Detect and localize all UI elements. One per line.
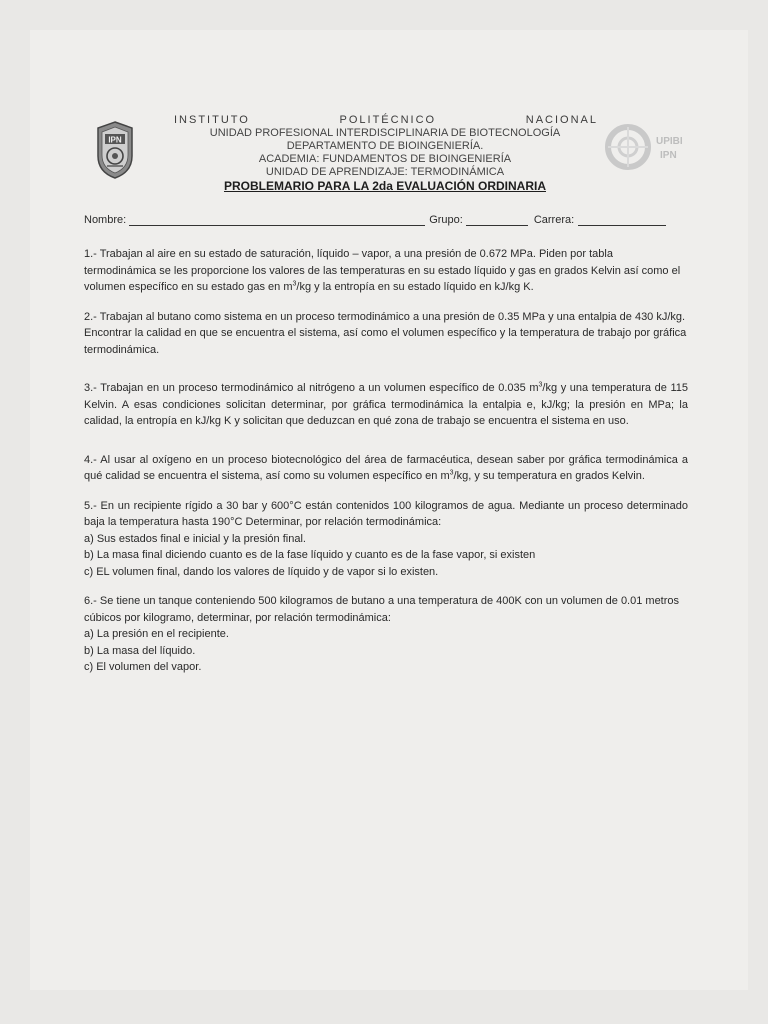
institute-word: POLITÉCNICO bbox=[339, 114, 437, 126]
question-5-option-b: b) La masa final diciendo cuanto es de la fase líquido y cuanto es de la fase vapor, si existen bbox=[84, 549, 536, 561]
question-5-stem: 5.- En un recipiente rígido a 30 bar y 600°C están contenidos 100 kilogramos de agua. Mediante un proceso determinado baja la temperatura hasta 190°C Determinar, por relación termodinámica: bbox=[84, 499, 688, 528]
institute-word: INSTITUTO bbox=[174, 114, 250, 126]
questions-list bbox=[84, 246, 688, 676]
question-5-option-a: a) Sus estados final e inicial y la presión final. bbox=[84, 532, 306, 545]
question-5-option-c: c) EL volumen final, dando los valores de líquido y de vapor si lo existen. bbox=[84, 565, 439, 578]
ipn-logo bbox=[94, 120, 136, 180]
grupo-label: Grupo: bbox=[429, 214, 463, 226]
document-header bbox=[160, 114, 610, 193]
institute-word: NACIONAL bbox=[525, 114, 598, 126]
svg-text:IPN: IPN bbox=[108, 135, 122, 145]
student-form bbox=[84, 214, 684, 226]
upibi-logo bbox=[604, 122, 688, 172]
question-4: 4.- Al usar al oxígeno en un proceso biotecnológico del área de farmacéutica, desean saber por gráfica termodinámica a qué calidad se encuentra el sistema, así como su volumen específico en $m^3/kg$, y su temperatura en grados Kelvin. bbox=[84, 453, 688, 482]
question-3: 3.- Trabajan en un proceso termodinámico al nitrógeno a un volumen específico de 0.035 $m^3/kg$ y una temperatura de 115 Kelvin. A esas condiciones solicitan determinar, por gráfica termodinámica la entalpia e, kJ/kg; la presión en MPa; la calidad, la entropía en kJ/kg K y solicitan que deduzcan en qué zona de trabajo se encuentra el sistema en uso. bbox=[84, 381, 688, 427]
question-6-option-a: a) La presión en el recipiente. bbox=[84, 628, 229, 640]
question-2: 2.- Trabajan al butano como sistema en un proceso termodinámico a una presión de 0.35 MPa y una entalpia de 430 kJ/kg. Encontrar la calidad en que se encuentra el sistema, así como el volumen específico y la temperatura de trabajo por gráfica termodinámica. bbox=[84, 310, 687, 356]
question-6-option-c: c) El volumen del vapor. bbox=[84, 661, 202, 673]
grupo-blank bbox=[466, 215, 528, 226]
question-6 bbox=[84, 593, 688, 676]
ipn-small-text: IPN bbox=[660, 150, 677, 161]
question-5 bbox=[84, 498, 688, 581]
question-6-stem: 6.- Se tiene un tanque conteniendo 500 kilogramos de butano a una temperatura de 400K con un volumen de 0.01 metros cúbicos por kilogramo, determinar, por relación termodinámica: bbox=[84, 595, 680, 624]
course-line: UNIDAD DE APRENDIZAJE: TERMODINÁMICA bbox=[265, 166, 505, 178]
carrera-label: Carrera: bbox=[533, 214, 575, 226]
unit-line: UNIDAD PROFESIONAL INTERDISCIPLINARIA DE BIOTECNOLOGÍA bbox=[209, 127, 561, 139]
carrera-blank bbox=[578, 215, 666, 226]
document-title: PROBLEMARIO PARA LA 2da EVALUACIÓN ORDINARIA bbox=[223, 179, 546, 193]
academy-line: ACADEMIA: FUNDAMENTOS DE BIOINGENIERÍA bbox=[258, 153, 512, 165]
upibi-text: UPIBI bbox=[656, 136, 683, 147]
question-1: 1.- Trabajan al aire en su estado de saturación, líquido – vapor, a una presión de 0.672 MPa. Piden por tabla termodinámica se les proporcione los valores de las temperaturas en su estado líquido y gas en grados Kelvin así como el volumen específico en su estado gas en $m^3/kg$ y la entropía en su estado líquido en kJ/kg K. bbox=[84, 248, 681, 293]
question-6-option-b: b) La masa del líquido. bbox=[84, 644, 196, 657]
institute-name bbox=[160, 114, 610, 127]
nombre-blank bbox=[129, 215, 425, 226]
nombre-label: Nombre: bbox=[84, 214, 127, 226]
department-line: DEPARTAMENTO DE BIOINGENIERÍA. bbox=[286, 140, 484, 152]
